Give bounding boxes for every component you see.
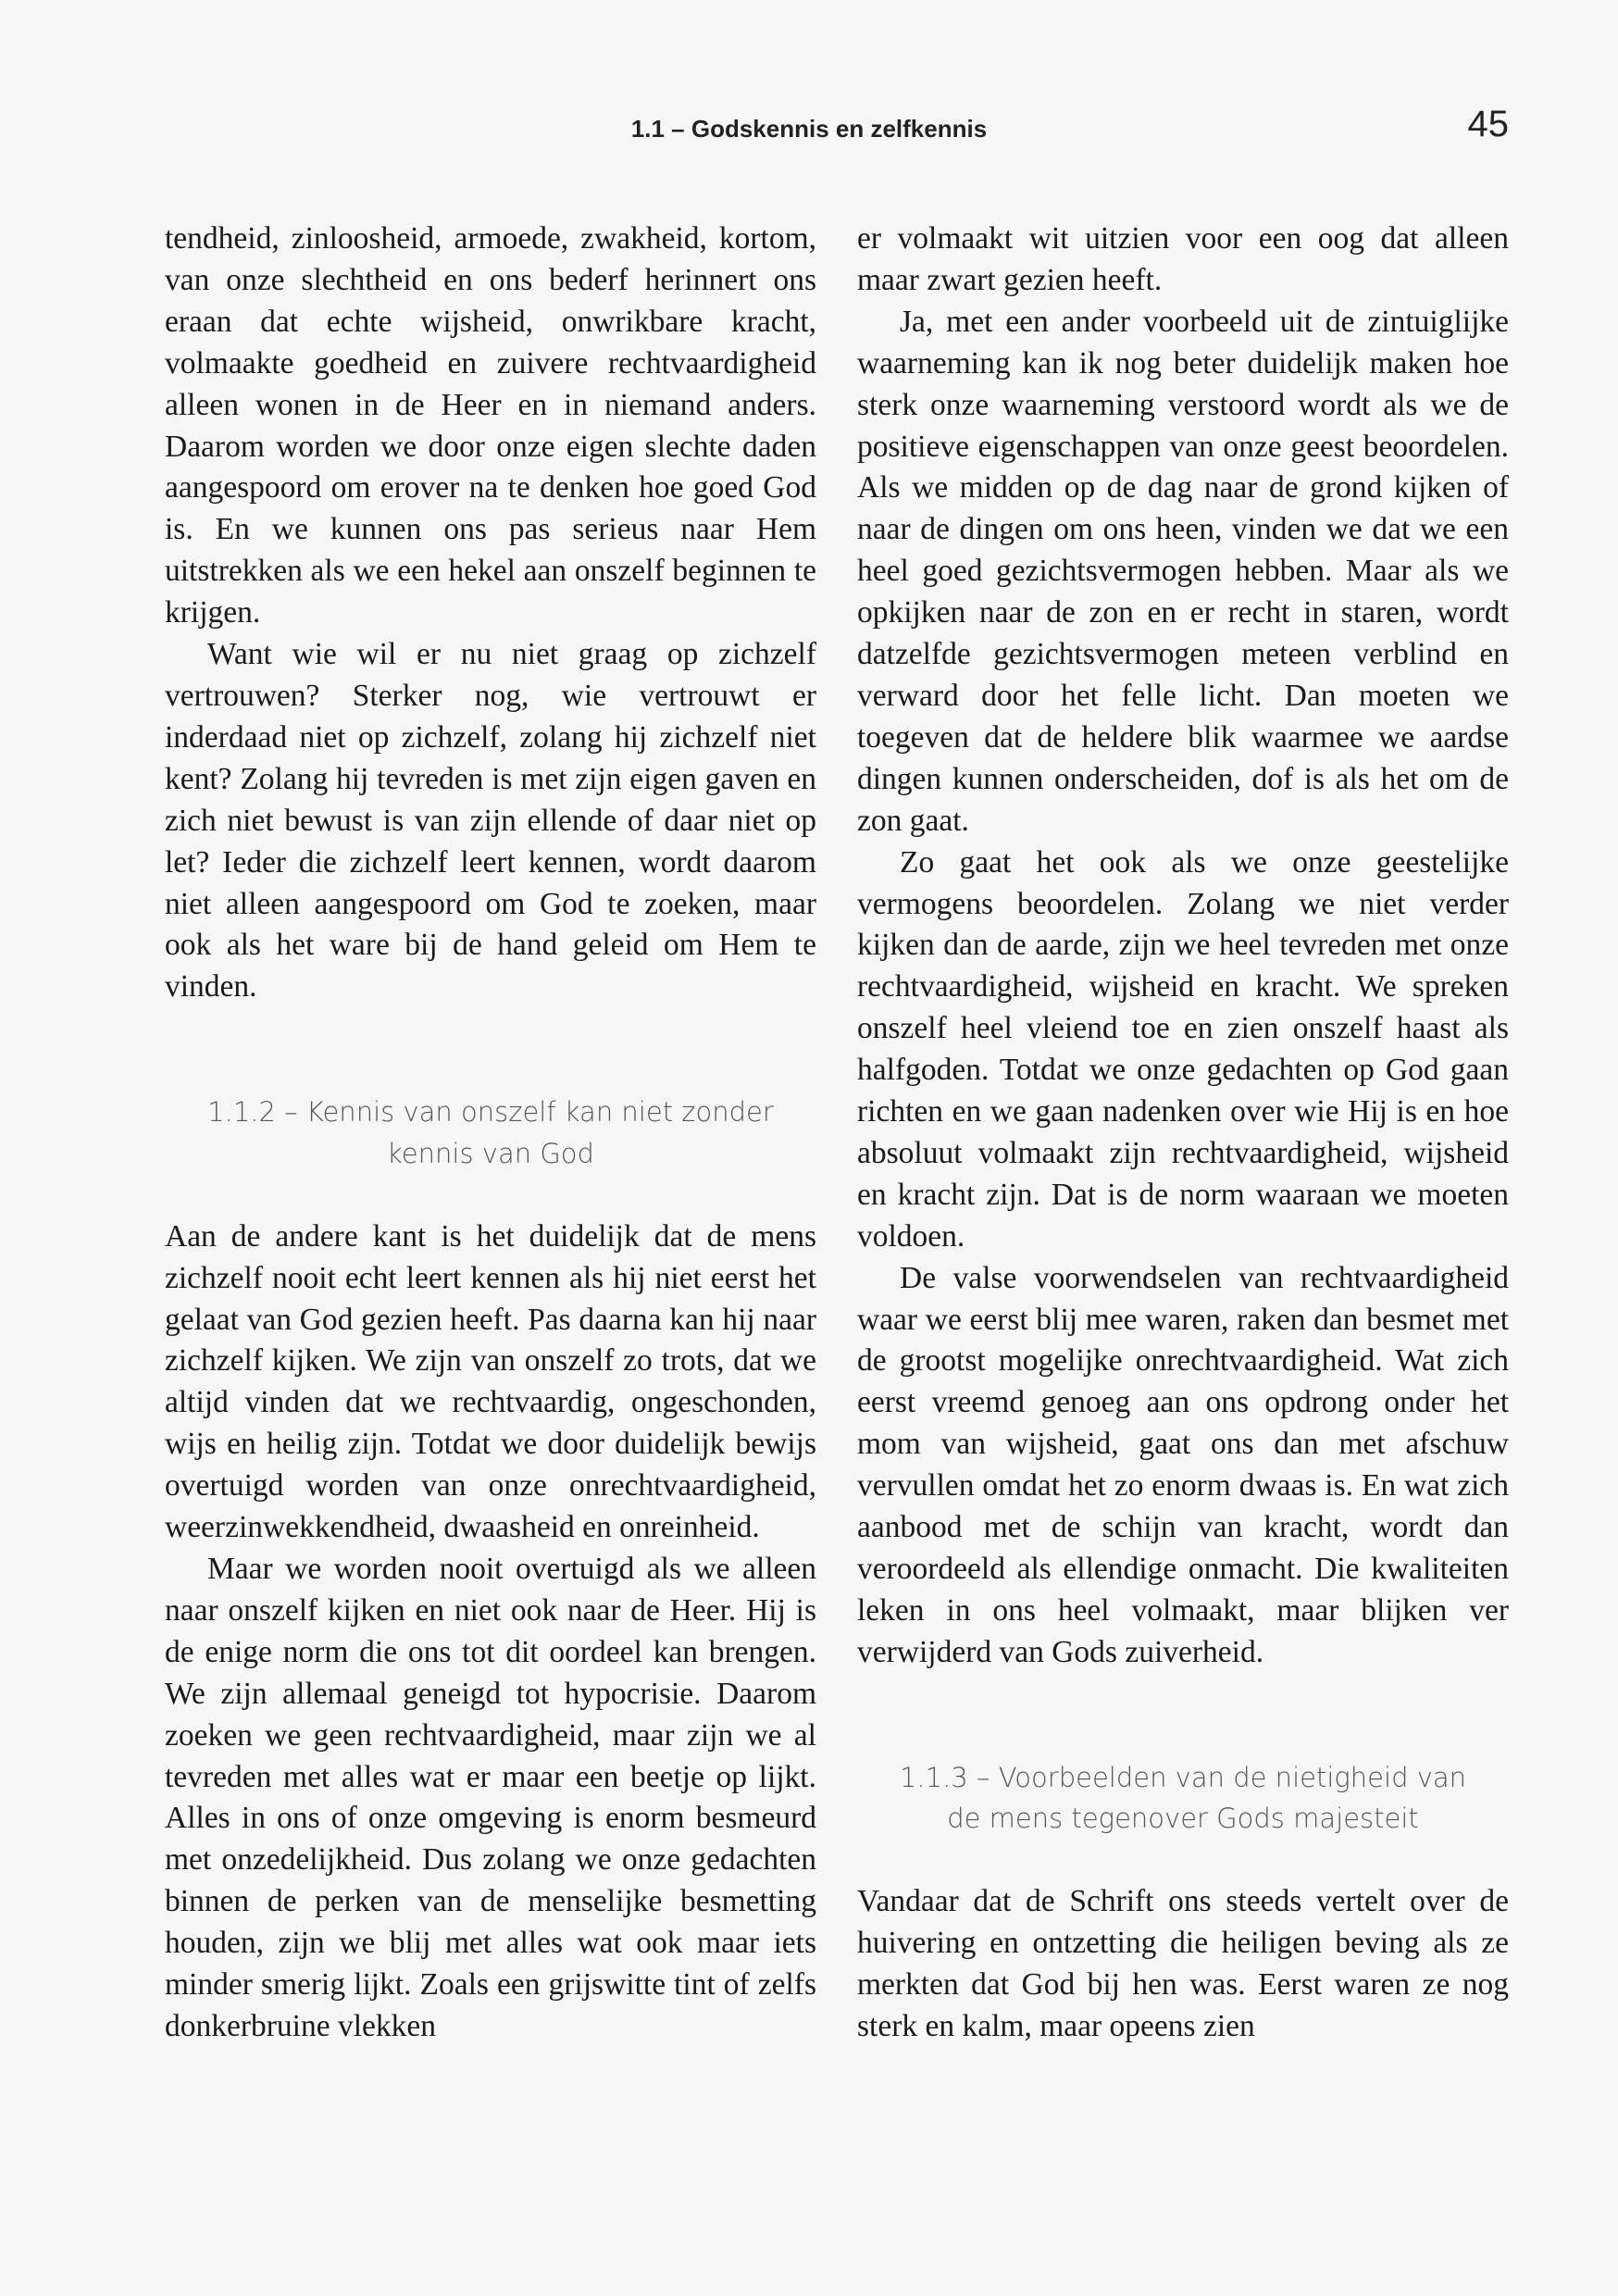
paragraph: tendheid, zinloosheid, armoede, zwakheid, kortom, van onze slechtheid en ons bederf herinnert ons eraan dat echte wijsheid, onwrikbare kracht, volmaakte goedheid en zuivere rechtvaardigheid alleen wonen in de Heer en in niemand anders. Daarom worden we door onze eigen slechte daden aangespoord om erover na te denken hoe goed God is. En we kunnen ons pas serieus naar Hem uitstrekken als we een hekel aan onszelf beginnen te krijgen. (165, 221, 816, 630)
section-heading: 1.1.2 – Kennis van onszelf kan niet zonder kennis van God (207, 1096, 774, 1169)
running-title: 1.1 – Godskennis en zelfkennis (630, 115, 988, 143)
section-spacer (165, 1175, 816, 1217)
paragraph: Want wie wil er nu niet graag op zichzelf vertrouwen? Sterker nog, wie vertrouwt er inderdaad niet op zichzelf, zolang hij zichzelf niet kent? Zolang hij tevreden is met zijn eigen gaven en zich niet bewust is van zijn ellende of daar niet op let? Ieder die zichzelf leert kennen, wordt daarom niet alleen aangespoord om God te zoeken, maar ook als het ware bij de hand geleid om Hem te vinden. (165, 637, 816, 1004)
paragraph: Vandaar dat de Schrift ons steeds vertelt over de huivering en ontzetting die heiligen beving als ze merkten dat God bij hen was. Eerst waren ze nog sterk en kalm, maar opeens zien (857, 1884, 1509, 2043)
section-spacer (165, 1008, 816, 1092)
right-column (857, 218, 1509, 2048)
paragraph: Aan de andere kant is het duidelijk dat de mens zichzelf nooit echt leert kennen als hij niet eerst het gelaat van God gezien heeft. Pas daarna kan hij naar zichzelf kijken. We zijn van onszelf zo trots, dat we altijd vinden dat we rechtvaardig, ongeschonden, wijs en heilig zijn. Totdat we door duidelijk bewijs overtuigd worden van onze onrechtvaardigheid, weerzinwekkendheid, dwaasheid en onreinheid. (165, 1218, 816, 1545)
paragraph: Ja, met een ander voorbeeld uit de zintuiglijke waarneming kan ik nog beter duidelijk maken hoe sterk onze waarneming verstoord wordt als we de positieve eigenschappen van onze geest beoordelen. Als we midden op de dag naar de grond kijken of naar de dingen om ons heen, vinden we dat we een heel goed gezichtsvermogen hebben. Maar als we opkijken naar de zon en er recht in staren, wordt datzelfde gezichtsvermogen meteen verblind en verward door het felle licht. Dan moeten we toegeven dat de heldere blik waarmee we aardse dingen kunnen onderscheiden, dof is als het om de zon gaat. (857, 304, 1509, 838)
paragraph: er volmaakt wit uitzien voor een oog dat alleen maar zwart gezien heeft. (857, 221, 1509, 297)
paragraph: Maar we worden nooit overtuigd als we alleen naar onszelf kijken en niet ook naar de Heer. Hij is de enige norm die ons tot dit oordeel kan brengen. We zijn allemaal geneigd tot hypocrisie. Daarom zoeken we geen rechtvaardigheid, maar zijn we al tevreden met alles wat er maar een beetje op lijkt. Alles in ons of onze omgeving is enorm besmeurd met onzedelijkheid. Dus zolang we onze gedachten binnen de perken van de menselijke besmetting houden, zijn we blij met alles wat ook maar iets minder smerig lijkt. Zoals een grijswitte tint of zelfs donkerbruine vlekken (165, 1551, 816, 2043)
section-spacer (857, 1674, 1509, 1757)
section-spacer (857, 1840, 1509, 1881)
paragraph: Zo gaat het ook als we onze geestelijke vermogens beoordelen. Zolang we niet verder kijken dan de aarde, zijn we heel tevreden met onze rechtvaardigheid, wijsheid en kracht. We spreken onszelf heel vleiend toe en zien onszelf haast als halfgoden. Totdat we onze gedachten op God gaan richten en we gaan nadenken over wie Hij is en hoe absoluut volmaakt zijn rechtvaardigheid, wijsheid en kracht zijn. Dat is de norm waaraan we moeten voldoen. (857, 844, 1509, 1254)
section-heading: 1.1.3 – Voorbeelden van de nietigheid van de mens tegenover Gods majesteit (899, 1761, 1467, 1835)
page-number: 45 (1467, 104, 1509, 144)
left-column (165, 218, 816, 2048)
paragraph: De valse voorwendselen van rechtvaardigheid waar we eerst blij mee waren, raken dan besmet met de grootst mogelijke onrechtvaardigheid. Wat zich eerst vreemd genoeg aan ons opdrong onder het mom van wijsheid, gaat ons dan met afschuw vervullen omdat het zo enorm dwaas is. En wat zich aanbood met de schijn van kracht, wordt dan veroordeeld als ellendige onmacht. Die kwaliteiten leken in ons heel volmaakt, maar blijken ver verwijderd van Gods zuiverheid. (857, 1260, 1509, 1669)
